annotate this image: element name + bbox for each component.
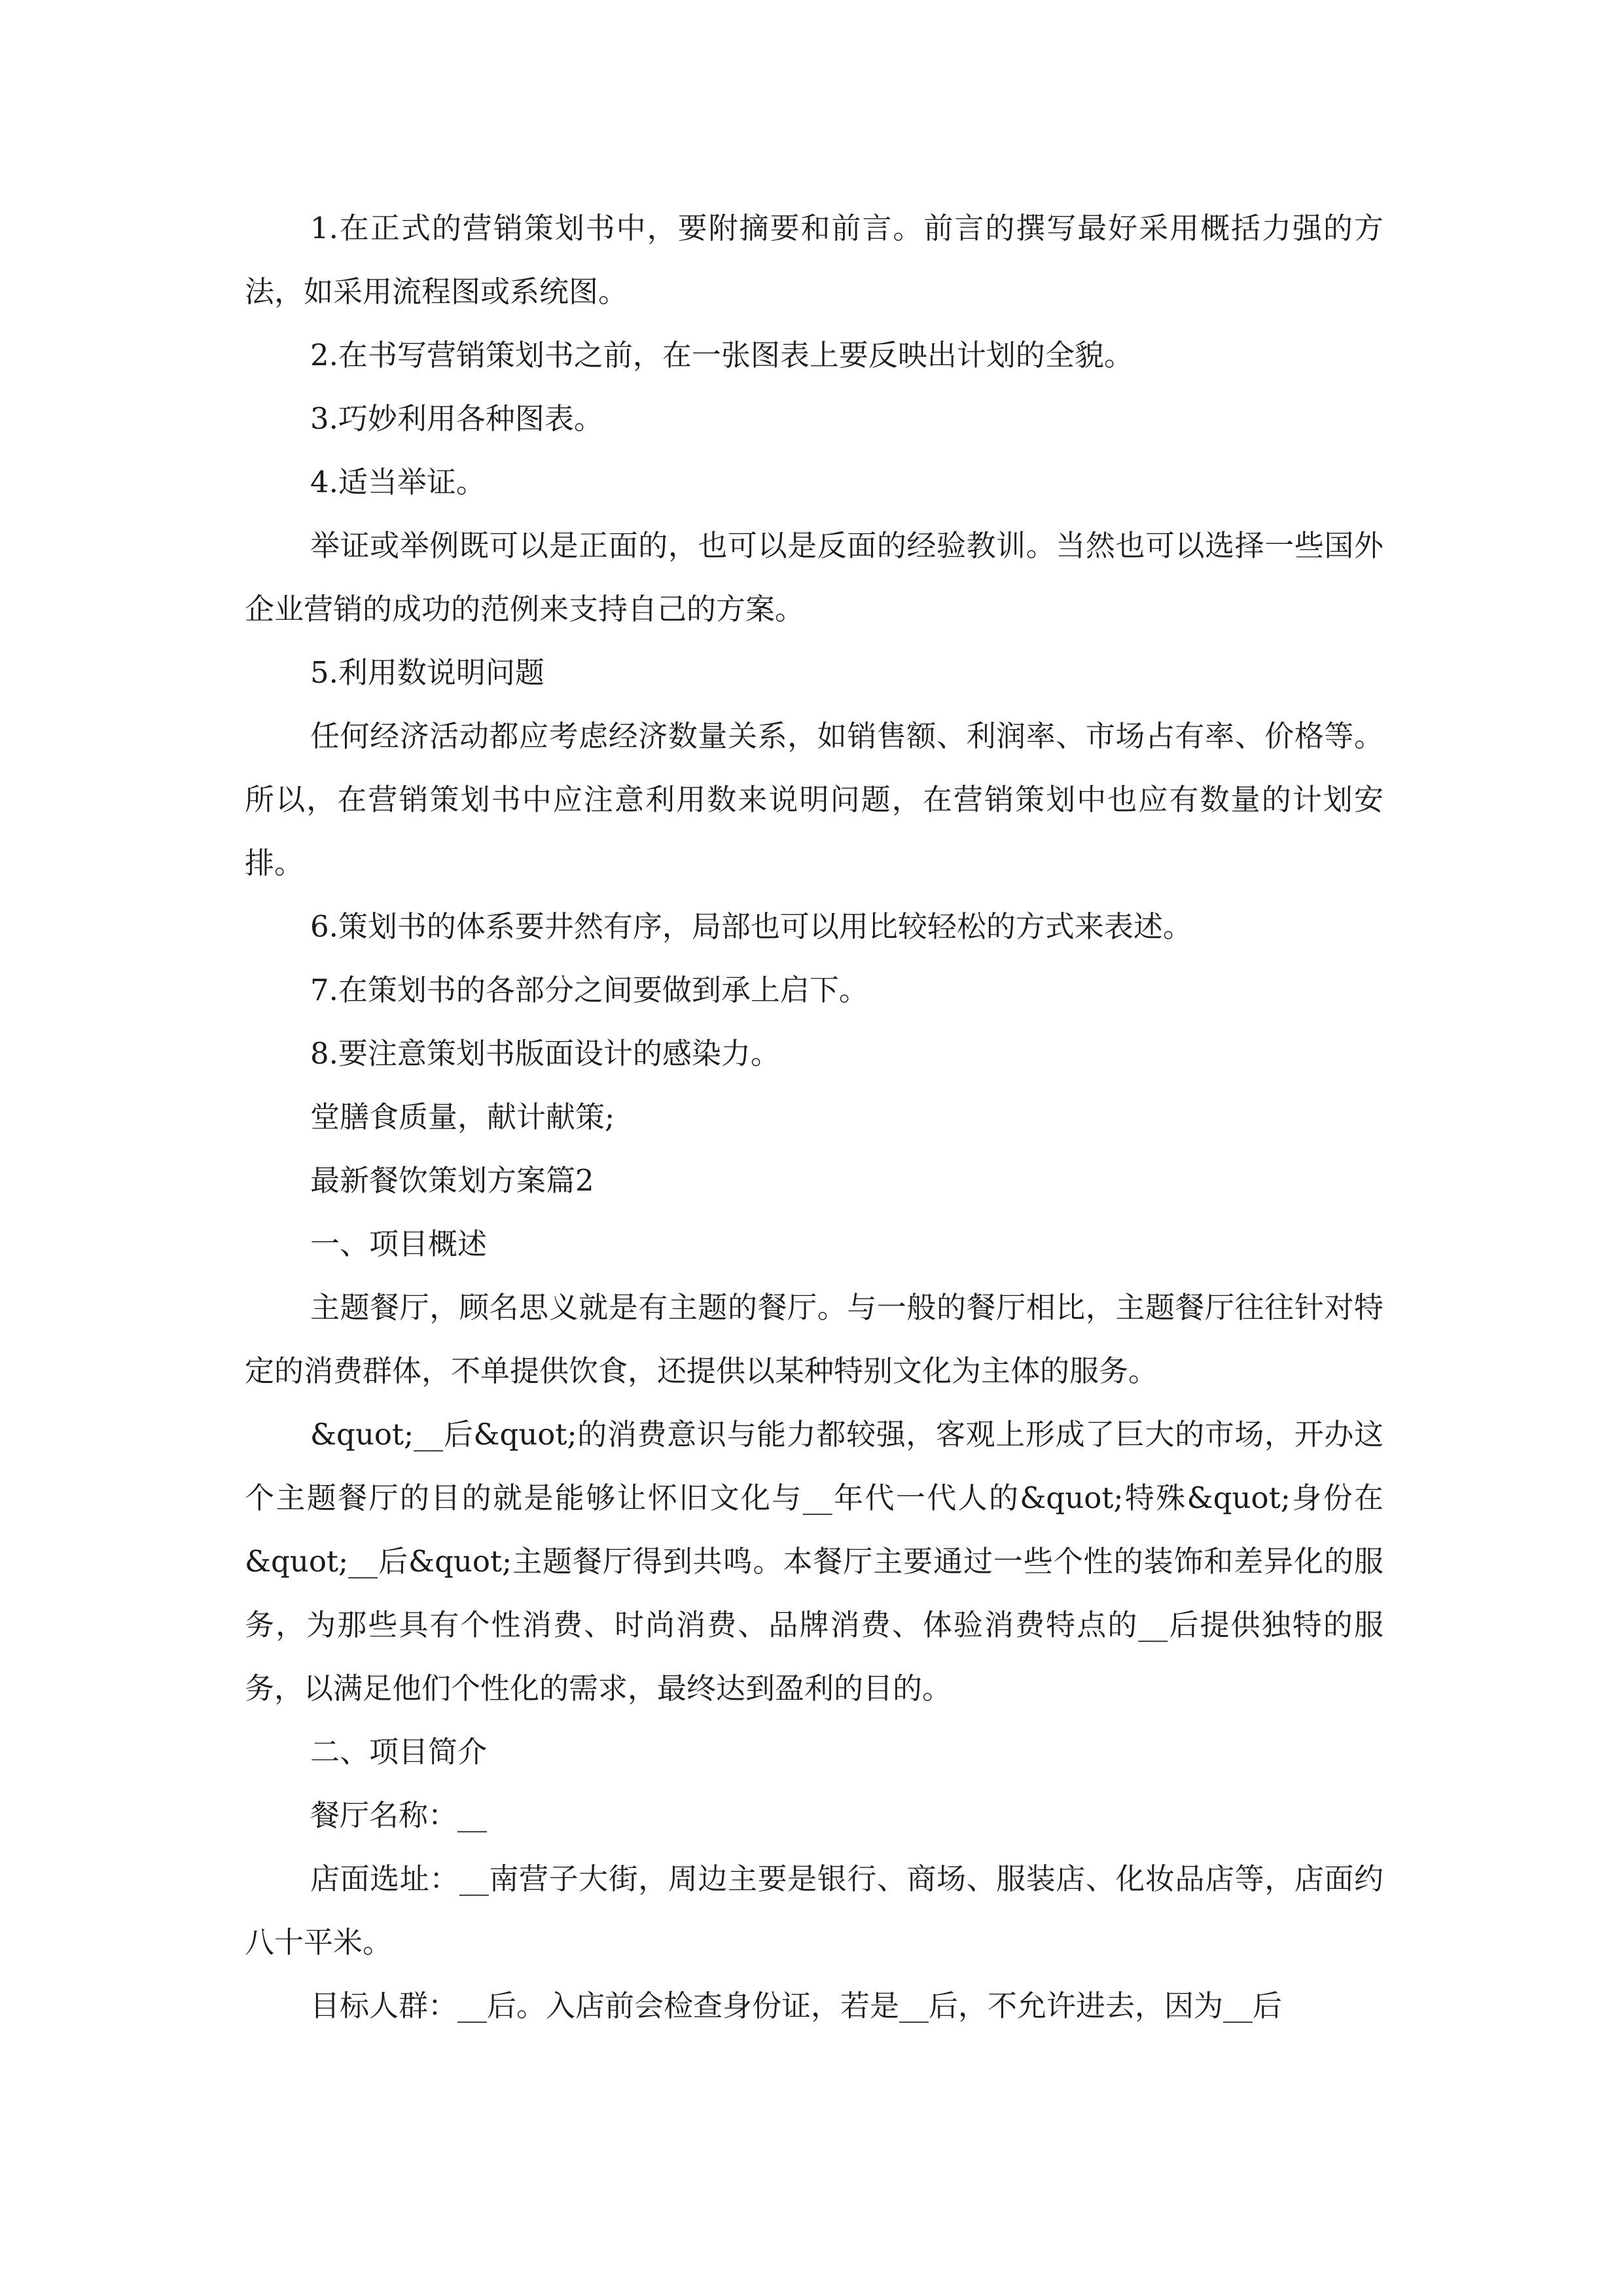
paragraph-tip-3: 3.巧妙利用各种图表。 <box>310 401 603 436</box>
paragraph-target-audience: 目标人群：__后。入店前会检查身份证，若是__后，不允许进去，因为__后 <box>310 1988 1283 2023</box>
paragraph-tip-7: 7.在策划书的各部分之间要做到承上启下。 <box>310 973 868 1007</box>
paragraph-tip-6: 6.策划书的体系要井然有序，局部也可以用比较轻松的方式来表述。 <box>310 909 1192 944</box>
section-title: 最新餐饮策划方案篇2 <box>310 1163 594 1198</box>
paragraph-fragment: 堂膳食质量，献计献策; <box>310 1100 615 1134</box>
paragraph-tip-4: 4.适当举证。 <box>310 465 486 499</box>
paragraph-tip-5: 5.利用数说明问题 <box>310 655 544 690</box>
paragraph-tip-8: 8.要注意策划书版面设计的感染力。 <box>310 1036 780 1071</box>
paragraph-tip-2: 2.在书写营销策划书之前，在一张图表上要反映出计划的全貌。 <box>310 338 1133 372</box>
heading-overview: 一、项目概述 <box>310 1227 488 1261</box>
document-body <box>245 196 1383 2037</box>
paragraph-tip-5-detail: 任何经济活动都应考虑经济数量关系，如销售额、利润率、市场占有率、价格等。所以，在营销策划书中应注意利用数来说明问题，在营销策划中也应有数量的计划安排。 <box>245 719 1383 880</box>
paragraph-overview-1: 主题餐厅，顾名思义就是有主题的餐厅。与一般的餐厅相比，主题餐厅往往针对特定的消费群体，不单提供饮食，还提供以某种特别文化为主体的服务。 <box>245 1290 1383 1388</box>
paragraph-tip-1: 1.在正式的营销策划书中，要附摘要和前言。前言的撰写最好采用概括力强的方法，如采用流程图或系统图。 <box>245 211 1383 309</box>
paragraph-tip-4-detail: 举证或举例既可以是正面的，也可以是反面的经验教训。当然也可以选择一些国外企业营销的成功的范例来支持自己的方案。 <box>245 528 1383 626</box>
paragraph-restaurant-name: 餐厅名称：__ <box>310 1798 488 1833</box>
heading-introduction: 二、项目简介 <box>310 1734 488 1769</box>
paragraph-overview-2: &quot;__后&quot;的消费意识与能力都较强，客观上形成了巨大的市场，开办这个主题餐厅的目的就是能够让怀旧文化与__年代一代人的&quot;特殊&quot;身份在&quot;__后&quot;主题餐厅得到共鸣。本餐厅主要通过一些个性的装饰和差异化的服务，为那些具有个性消费、时尚消费、品牌消费、体验消费特点的__后提供独特的服务，以满足他们个性化的需求，最终达到盈利的目的。 <box>245 1417 1383 1706</box>
paragraph-location: 店面选址：__南营子大街，周边主要是银行、商场、服装店、化妆品店等，店面约八十平米。 <box>245 1861 1383 1960</box>
